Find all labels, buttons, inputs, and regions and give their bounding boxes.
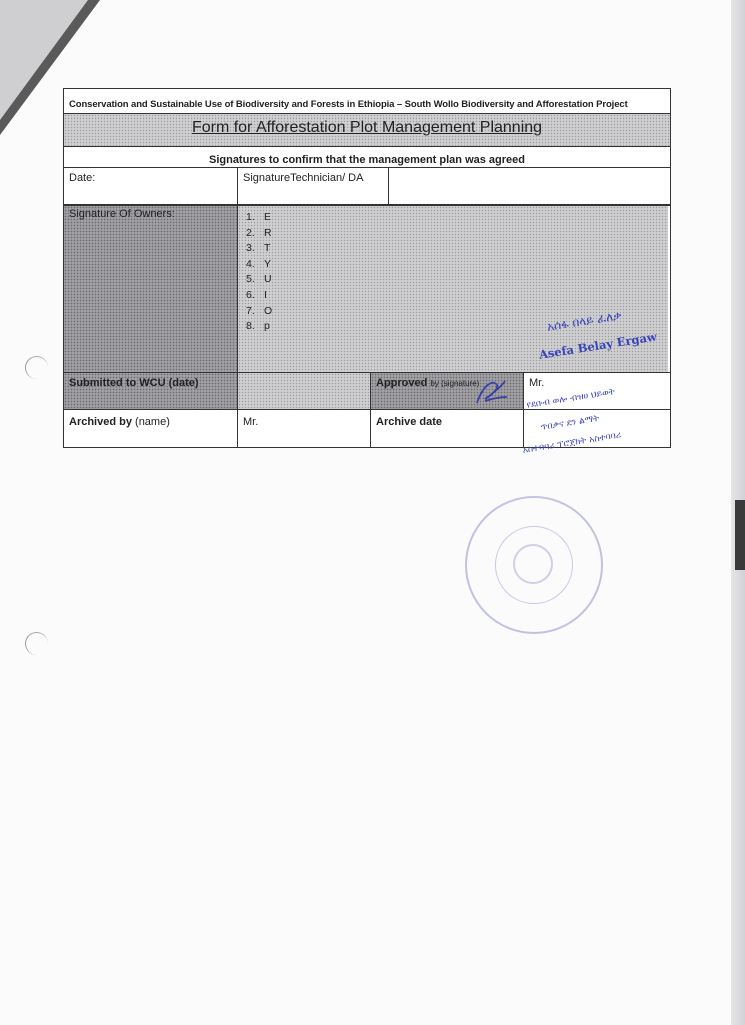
name-stamp-latin: Asefa Belay Ergaw	[538, 329, 658, 362]
archived-by-suffix: (name)	[135, 416, 170, 428]
technician-signature-cell[interactable]	[238, 168, 389, 204]
project-title: Conservation and Sustainable Use of Biodiversity and Forests in Ethiopia – South Wollo Biodiversity and Afforestation Project	[69, 99, 628, 110]
archived-by-value: Mr.	[243, 416, 259, 428]
owner-name: E	[264, 211, 272, 223]
technician-signature-field[interactable]	[389, 168, 668, 204]
owner-number: 2.	[246, 226, 255, 239]
owner-number: 3.	[246, 242, 255, 255]
signatures-heading-row	[64, 147, 670, 168]
office-stamp-line1: የደቡብ ወሎ ብዝሀ ህይወት	[526, 387, 616, 411]
office-stamp-line2: ጥበቃና ደን ልማት	[540, 413, 600, 433]
office-stamp-line3: አስተባባሪ ፕሮጀክት አስተባባሪ	[522, 430, 622, 456]
date-row	[64, 168, 670, 205]
punch-hole	[25, 356, 48, 379]
owner-signature-line[interactable]	[246, 226, 668, 242]
owners-label-cell	[64, 206, 238, 372]
approved-label: Approved	[376, 377, 428, 389]
date-cell[interactable]	[64, 168, 238, 204]
round-seal-inner-ring	[495, 526, 573, 604]
submitted-label-cell	[64, 373, 238, 409]
archived-by-label-wrap	[64, 410, 237, 432]
owner-name: R	[264, 226, 272, 239]
owner-signature-line[interactable]	[246, 241, 668, 257]
archived-by-value-cell[interactable]	[238, 410, 371, 447]
owner-name: T	[264, 242, 271, 255]
owner-name: I	[264, 288, 267, 301]
approval-signature-scribble	[471, 375, 511, 409]
archived-by-label: Archived by	[69, 416, 132, 428]
owner-name: p	[264, 320, 270, 333]
round-seal-emblem	[513, 544, 553, 584]
approved-suffix: by (signature)	[430, 379, 480, 388]
owner-number: 7.	[246, 304, 255, 317]
punch-hole	[25, 632, 48, 655]
owner-number: 4.	[246, 257, 255, 270]
date-label: Date:	[69, 172, 96, 184]
project-title-row	[64, 89, 670, 114]
owner-number: 5.	[246, 273, 255, 286]
owner-name: U	[264, 273, 272, 286]
round-seal	[465, 496, 603, 634]
archive-date-label: Archive date	[376, 416, 443, 428]
owner-number: 6.	[246, 288, 255, 301]
scan-right-edge-shadow	[735, 500, 745, 570]
form-title-row	[64, 114, 670, 147]
form-title: Form for Afforestation Plot Management Planning	[191, 119, 543, 136]
approved-value: Mr.	[529, 377, 545, 389]
owner-name: Y	[264, 257, 272, 270]
owner-number: 1.	[246, 211, 255, 223]
signatures-heading: Signatures to confirm that the management plan was agreed	[208, 154, 525, 166]
approved-label-cell	[371, 373, 524, 409]
owners-label: Signature Of Owners:	[69, 208, 175, 220]
owner-signature-line[interactable]	[246, 257, 668, 273]
owner-number: 8.	[246, 320, 255, 333]
submitted-date-field[interactable]	[238, 373, 371, 409]
owner-signature-line[interactable]	[246, 288, 668, 304]
archive-date-label-cell	[371, 410, 524, 447]
archived-by-label-cell	[64, 410, 238, 447]
submitted-label: Submitted to WCU (date)	[69, 377, 199, 389]
owner-signature-line[interactable]	[246, 272, 668, 288]
owner-name: O	[264, 304, 273, 317]
technician-label: SignatureTechnician/ DA	[243, 172, 364, 184]
name-stamp-amharic: አሰፋ በላይ ፈለቃ	[546, 308, 623, 334]
owner-signature-line[interactable]	[246, 210, 668, 226]
